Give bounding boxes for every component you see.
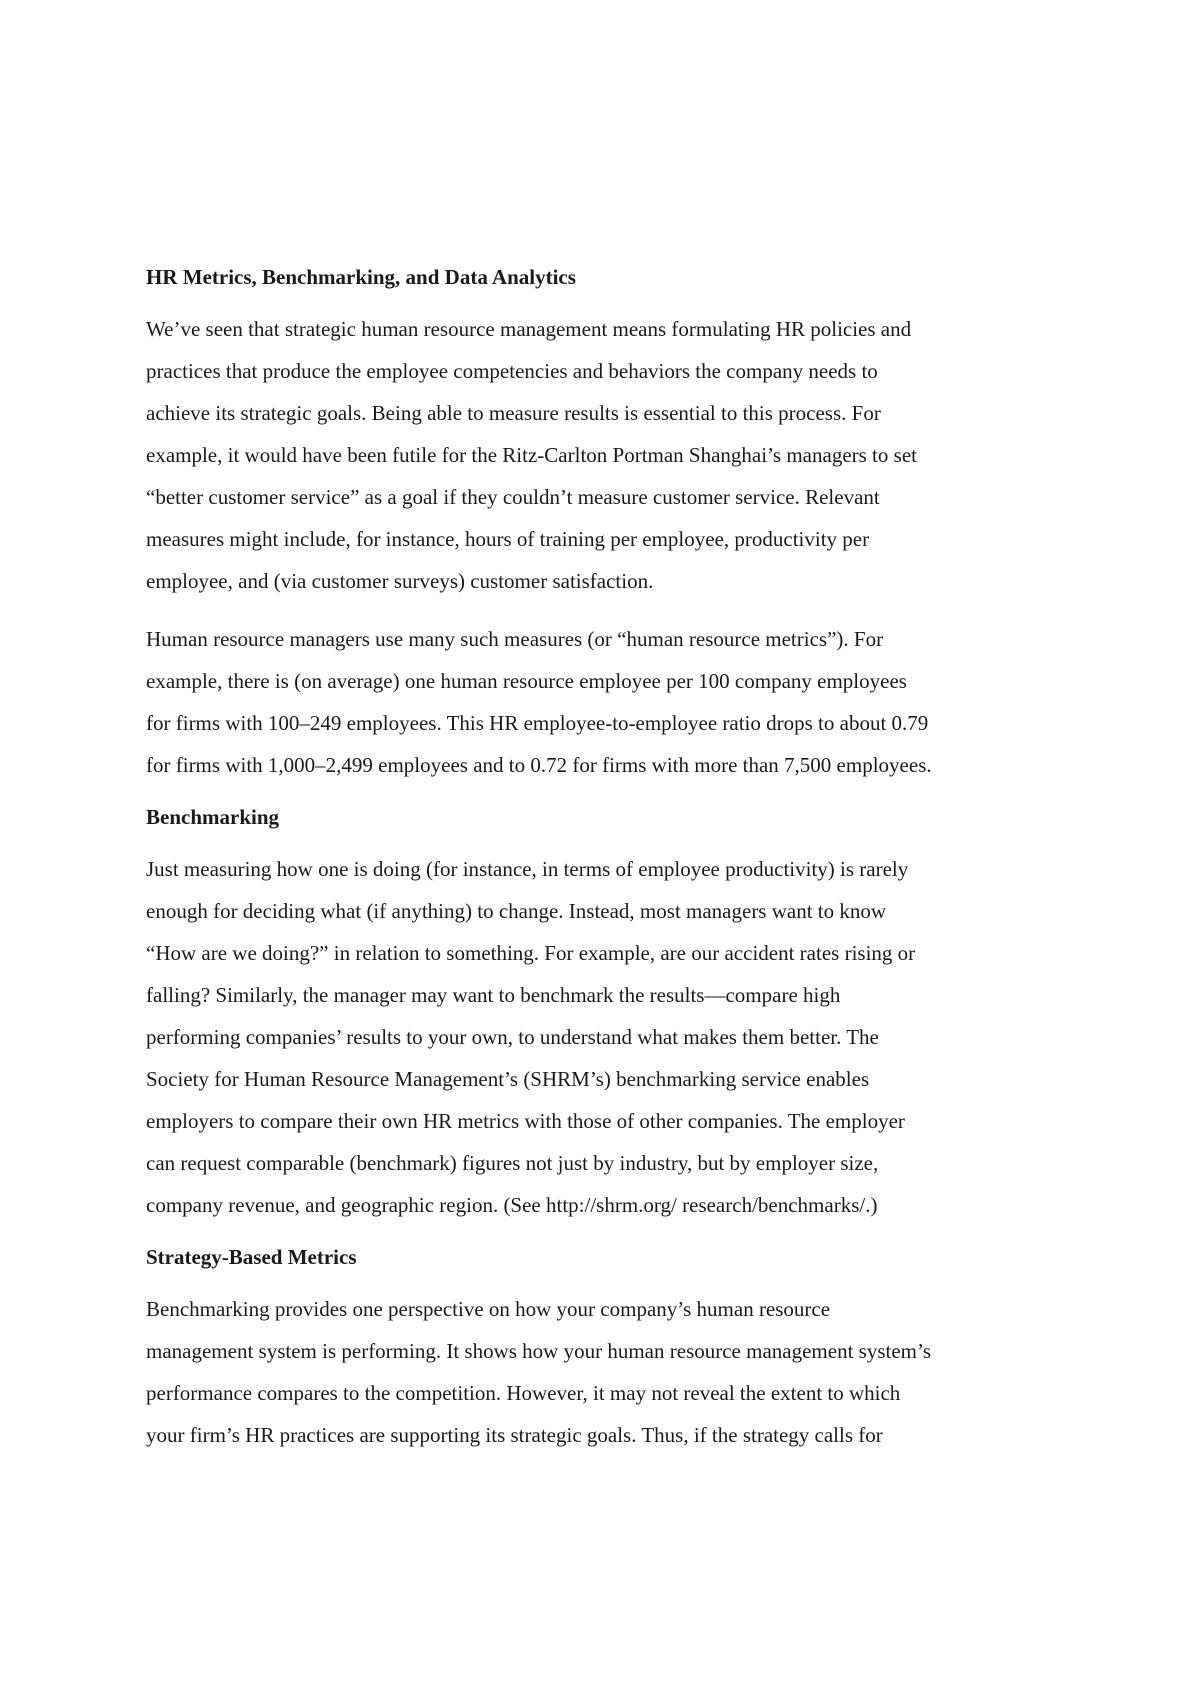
intro-paragraph-1	[146, 308, 1066, 602]
text-line: falling? Similarly, the manager may want to benchmark the results—compare high	[146, 983, 841, 1007]
intro-paragraph-2	[146, 618, 1066, 786]
text-line: performance compares to the competition. However, it may not reveal the extent to which	[146, 1381, 901, 1405]
text-line: Just measuring how one is doing (for instance, in terms of employee productivity) is rarely	[146, 857, 909, 881]
text-line: company revenue, and geographic region. (See http://shrm.org/ research/benchmarks/.)	[146, 1193, 878, 1217]
document-body	[146, 262, 1066, 1472]
text-line: Society for Human Resource Management’s (SHRM’s) benchmarking service enables	[146, 1067, 870, 1091]
text-line: example, it would have been futile for the Ritz-Carlton Portman Shanghai’s managers to set	[146, 443, 917, 467]
strategy-metrics-heading: Strategy-Based Metrics	[146, 1245, 357, 1269]
text-line: Benchmarking provides one perspective on how your company’s human resource	[146, 1297, 831, 1321]
text-line: example, there is (on average) one human resource employee per 100 company employees	[146, 669, 907, 693]
text-line: for firms with 1,000–2,499 employees and to 0.72 for firms with more than 7,500 employees.	[146, 753, 932, 777]
text-line: employee, and (via customer surveys) customer satisfaction.	[146, 569, 654, 593]
text-line: We’ve seen that strategic human resource management means formulating HR policies and	[146, 317, 912, 341]
text-line: employers to compare their own HR metrics with those of other companies. The employer	[146, 1109, 905, 1133]
text-line: can request comparable (benchmark) figures not just by industry, but by employer size,	[146, 1151, 879, 1175]
benchmarking-heading: Benchmarking	[146, 805, 280, 829]
text-line: measures might include, for instance, hours of training per employee, productivity per	[146, 527, 870, 551]
text-line: performing companies’ results to your own, to understand what makes them better. The	[146, 1025, 879, 1049]
strategy-metrics-paragraph	[146, 1288, 1066, 1456]
document-title: HR Metrics, Benchmarking, and Data Analytics	[146, 265, 576, 289]
text-line: “How are we doing?” in relation to something. For example, are our accident rates rising or	[146, 941, 916, 965]
text-line: Human resource managers use many such measures (or “human resource metrics”). For	[146, 627, 884, 651]
text-line: enough for deciding what (if anything) to change. Instead, most managers want to know	[146, 899, 887, 923]
text-line: practices that produce the employee competencies and behaviors the company needs to	[146, 359, 878, 383]
benchmarking-paragraph	[146, 848, 1066, 1226]
text-line: your firm’s HR practices are supporting its strategic goals. Thus, if the strategy calls for	[146, 1423, 883, 1447]
text-line: “better customer service” as a goal if they couldn’t measure customer service. Relevant	[146, 485, 880, 509]
text-line: achieve its strategic goals. Being able to measure results is essential to this process. For	[146, 401, 881, 425]
text-line: management system is performing. It shows how your human resource management system’s	[146, 1339, 931, 1363]
text-line: for firms with 100–249 employees. This HR employee-to-employee ratio drops to about 0.79	[146, 711, 929, 735]
